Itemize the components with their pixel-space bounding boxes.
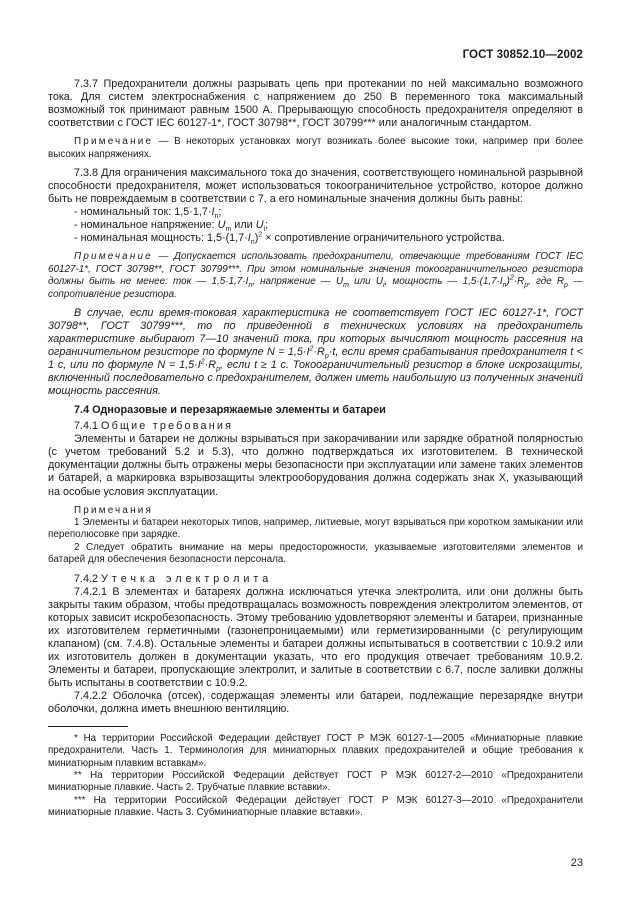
- paragraph-7-4-2-2: 7.4.2.2 Оболочка (отсек), содержащая элементы или батареи, подлежащие перезарядке внутри оболочки, должна иметь внешнюю вентиляцию.: [48, 690, 583, 716]
- footnote-2: ** На территории Российской Федерации действует ГОСТ Р МЭК 60127-2—2010 «Предохранители миниатюрные плавкие. Часть 2. Трубчатые плавкие вставки».: [48, 770, 583, 794]
- note-1: 1 Элементы и батареи некоторых типов, например, литиевые, могут взрываться при коротком замыкании или переполюсовке при зарядке.: [48, 516, 583, 541]
- document-page: [48, 0, 583, 913]
- list-item-current: - номинальный ток: $1,5\cdot 1,7\cdot I_n$;: [74, 206, 222, 221]
- footnote-1: * На территории Российской Федерации действует ГОСТ Р МЭК 60127-1—2005 «Миниатюрные плавкие предохранители. Часть 1. Терминология для миниатюрных плавких предохранителей и общие требования к миниатюрным плавким вставкам».: [48, 733, 583, 769]
- paragraph-7-3-7: 7.3.7 Предохранители должны разрывать цепь при протекании по ней максимально возможного тока. Для систем электроснабжения с напряжением до 250 В переменного тока максимальный возможный ток принимают равным 1500 А. Прерывающую способность предохранителя определяют в соответствии с ГОСТ IEC 60127-1*, ГОСТ 30798**, ГОСТ 30799*** или аналогичным стандартом.: [48, 78, 583, 130]
- section-title-7-4: 7.4 Одноразовые и перезаряжаемые элементы и батареи: [74, 404, 386, 417]
- note-7-3-8: Примечание — Допускается использовать предохранители, отвечающие требованиям ГОСТ IEC 60127-1*, ГОСТ 30798**, ГОСТ 30799***. При этом номинальные значения токоограничительного резистора должны быть не менее: ток — $1,5\cdot 1,7\cdot I_n$, напряжение — $U_m$ или $U_i$, мощность — $1,5\cdot(1,7\cdot I_n)^2\cdot R_p$, где $R_p$ — сопротивление резистора.: [48, 251, 583, 300]
- list-item-power: - номинальная мощность: $1,5\cdot(1,7\cdot I_n)^2$ × сопротивление ограничительного устройства.: [74, 231, 505, 247]
- paragraph-7-4-1: Элементы и батареи не должны взрываться при закорачивании или зарядке обратной полярностью (с учетом требований 5.2 и 5.3), что должно подтверждаться их изготовителем. В технической документации должны быть отражены меры безопасности при эксплуатации или замене таких элементов и батарей, а маркировка взрывозащиты электрооборудования должна содержать знак X, указывающий на особые условия эксплуатации.: [48, 433, 583, 498]
- subsection-7-4-2: 7.4.2 Утечка электролита: [74, 572, 273, 585]
- page-content: [48, 78, 583, 819]
- note-7-3-7: [48, 136, 583, 161]
- list-item-voltage: - номинальное напряжение: $U_m$ или $U_i$;: [74, 219, 269, 234]
- subsection-7-4-1: 7.4.1 Общие требования: [74, 420, 234, 433]
- page-number: 23: [570, 857, 583, 869]
- note-text: — В некоторых установках могут возникать более высокие токи, например при более высоких напряжениях.: [48, 136, 583, 160]
- paragraph-time-current: В случае, если время-токовая характеристика не соответствует ГОСТ IEC 60127-1*, ГОСТ 30798**, ГОСТ 30799***, то по приведенной в технических условиях на предохранитель характеристике выбирают 7—10 значений тока, при которых вычисляют мощность рассеяния на ограничительном резисторе по формуле $N = 1,5\cdot I^2\cdot R_p\cdot t$, если время срабатывания предохранителя t < 1 с, или по формуле $N = 1,5\cdot I^2\cdot R_p$, если t ≥ 1 с. Токоограничительный резистор в блоке искрозащиты, включенный последовательно с предохранителем, должен иметь наибольшую из полученных значений мощность рассеяния.: [48, 306, 583, 398]
- footnote-separator: [48, 726, 128, 727]
- document-header: ГОСТ 30852.10—2002: [462, 49, 583, 61]
- footnote-3: *** На территории Российской Федерации действует ГОСТ Р МЭК 60127-3—2010 «Предохранители миниатюрные плавкие. Часть 3. Субминиатюрные плавкие вставки».: [48, 794, 583, 818]
- note-label: Примечание: [74, 136, 154, 148]
- paragraph-7-4-2-1: 7.4.2.1 В элементах и батареях должна исключаться утечка электролита, или они должны быть закрыты таким образом, чтобы предотвращалась возможность повреждения электролитом элементов, от которых зависит искробезопасность. Этому требованию удовлетворяют элементы и батареи, признанные их изготовителем герметичными (газонепроницаемыми) или герметизированными (с регулирующим клапаном) (см. 7.4.8). Остальные элементы и батареи должны испытываться в соответствии с 10.9.2 или их изготовитель должен в документации указать, что его продукция отвечает требованиям 10.9.2. Элементы и батареи, пропускающие электролит, и залитые в соответствии с 6.7, после заливки должны быть испытаны в соответствии с 10.9.2.: [48, 585, 583, 689]
- note-2: 2 Следует обратить внимание на меры предосторожности, указываемые изготовителями элементов и батарей для обеспечения безопасности персонала.: [48, 541, 583, 566]
- paragraph-7-3-8: 7.3.8 Для ограничения максимального тока до значения, соответствующего номинальной разрывной способности предохранителя, может использоваться токоограничительное устройство, которое должно быть не повреждаемым в соответствии с 7, а его номинальные значения должны быть равны:: [48, 167, 583, 206]
- notes-label: Примечания: [74, 504, 154, 516]
